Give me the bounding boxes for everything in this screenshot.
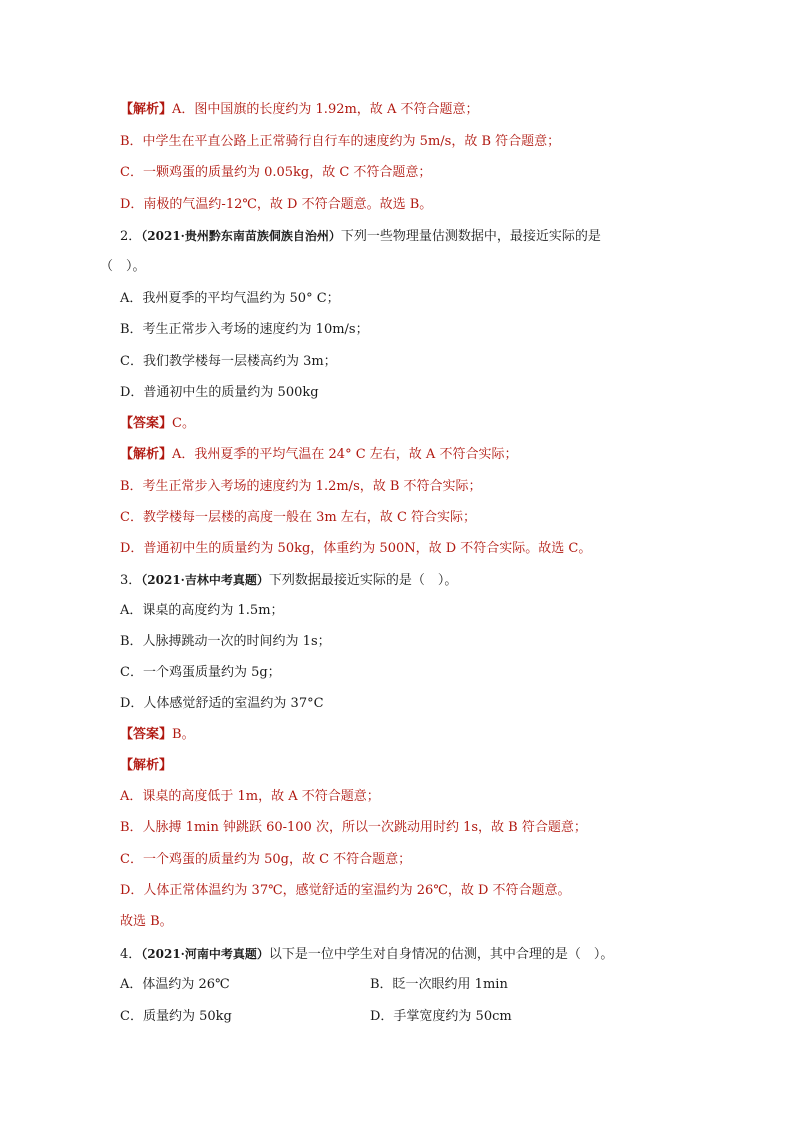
question-number: 4． bbox=[120, 947, 142, 962]
q1-analysis-line-c: C．一颗鸡蛋的质量约为 0.05kg，故 C 不符合题意； bbox=[120, 165, 432, 180]
answer-label: 【答案】 bbox=[120, 727, 173, 742]
q4-option-b: B．眨一次眼约用 1min bbox=[370, 977, 508, 992]
q2-analysis-line-a bbox=[120, 446, 517, 464]
q3-analysis-line-b: B．人脉搏 1min 钟跳跃 60-100 次，所以一次跳动用时约 1s，故 B 符合题意； bbox=[120, 820, 587, 835]
q2-option-d: D．普通初中生的质量约为 500kg bbox=[120, 385, 319, 400]
q3-analysis-line-a: A．课桌的高度低于 1m，故 A 不符合题意； bbox=[120, 789, 380, 804]
question-source: （2021·贵州黔东南苗族侗族自治州） bbox=[141, 229, 341, 243]
answer-value: B。 bbox=[172, 727, 195, 742]
q2-option-c: C．我们教学楼每一层楼高约为 3m； bbox=[120, 354, 337, 369]
analysis-label: 【解析】 bbox=[120, 102, 173, 117]
q4-option-a: A．体温约为 26℃ bbox=[120, 977, 230, 992]
q4-stem bbox=[120, 945, 613, 964]
q3-conclusion: 故选 B。 bbox=[120, 914, 173, 929]
answer-label: 【答案】 bbox=[120, 416, 173, 431]
question-source: （2021·河南中考真题） bbox=[141, 947, 269, 961]
q3-analysis-line-d: D．人体正常体温约为 37℃，感觉舒适的室温约为 26℃，故 D 不符合题意。 bbox=[120, 883, 571, 898]
analysis-label: 【解析】 bbox=[120, 447, 173, 462]
question-number: 3． bbox=[120, 573, 142, 588]
q3-option-b: B．人脉搏跳动一次的时间约为 1s； bbox=[120, 634, 331, 649]
q2-analysis-line-d: D．普通初中生的质量约为 50kg，体重约为 500N，故 D 不符合实际。故选 C。 bbox=[120, 541, 592, 556]
question-source: （2021·吉林中考真题） bbox=[141, 573, 269, 587]
q1-analysis-line-a bbox=[120, 101, 478, 119]
q3-analysis-label: 【解析】 bbox=[120, 758, 173, 773]
q2-stem bbox=[120, 227, 601, 246]
q3-analysis-line-c: C．一个鸡蛋的质量约为 50g，故 C 不符合题意； bbox=[120, 852, 412, 867]
q3-option-c: C．一个鸡蛋质量约为 5g； bbox=[120, 665, 281, 680]
q4-option-d: D．手掌宽度约为 50cm bbox=[370, 1009, 512, 1024]
question-number: 2． bbox=[120, 229, 142, 244]
q1-analysis-line-d: D．南极的气温约-12℃，故 D 不符合题意。故选 B。 bbox=[120, 197, 433, 212]
question-stem: 下列一些物理量估测数据中，最接近实际的是 bbox=[340, 229, 601, 244]
q2-option-a: A．我州夏季的平均气温约为 50° C； bbox=[120, 291, 340, 306]
answer-value: C。 bbox=[172, 416, 195, 431]
q2-option-b: B．考生正常步入考场的速度约为 10m/s； bbox=[120, 322, 369, 337]
q3-option-a: A．课桌的高度约为 1.5m； bbox=[120, 603, 284, 618]
analysis-text: A．我州夏季的平均气温在 24° C 左右，故 A 不符合实际； bbox=[172, 447, 518, 462]
question-stem: 以下是一位中学生对自身情况的估测，其中合理的是（ ）。 bbox=[268, 947, 614, 962]
q1-analysis-line-b: B．中学生在平直公路上正常骑行自行车的速度约为 5m/s，故 B 符合题意； bbox=[120, 134, 561, 149]
q4-option-c: C．质量约为 50kg bbox=[120, 1009, 232, 1024]
q3-stem bbox=[120, 571, 457, 590]
analysis-text: A．图中国旗的长度约为 1.92m，故 A 不符合题意； bbox=[172, 102, 479, 117]
q2-analysis-line-b: B．考生正常步入考场的速度约为 1.2m/s，故 B 不符合实际； bbox=[120, 479, 482, 494]
q2-answer bbox=[120, 415, 195, 433]
q3-answer bbox=[120, 726, 195, 744]
q3-option-d: D．人体感觉舒适的室温约为 37°C bbox=[120, 696, 324, 711]
q2-stem-continued: （ ）。 bbox=[100, 259, 146, 274]
q2-analysis-line-c: C．教学楼每一层楼的高度一般在 3m 左右，故 C 符合实际； bbox=[120, 510, 477, 525]
question-stem: 下列数据最接近实际的是（ ）。 bbox=[268, 573, 458, 588]
